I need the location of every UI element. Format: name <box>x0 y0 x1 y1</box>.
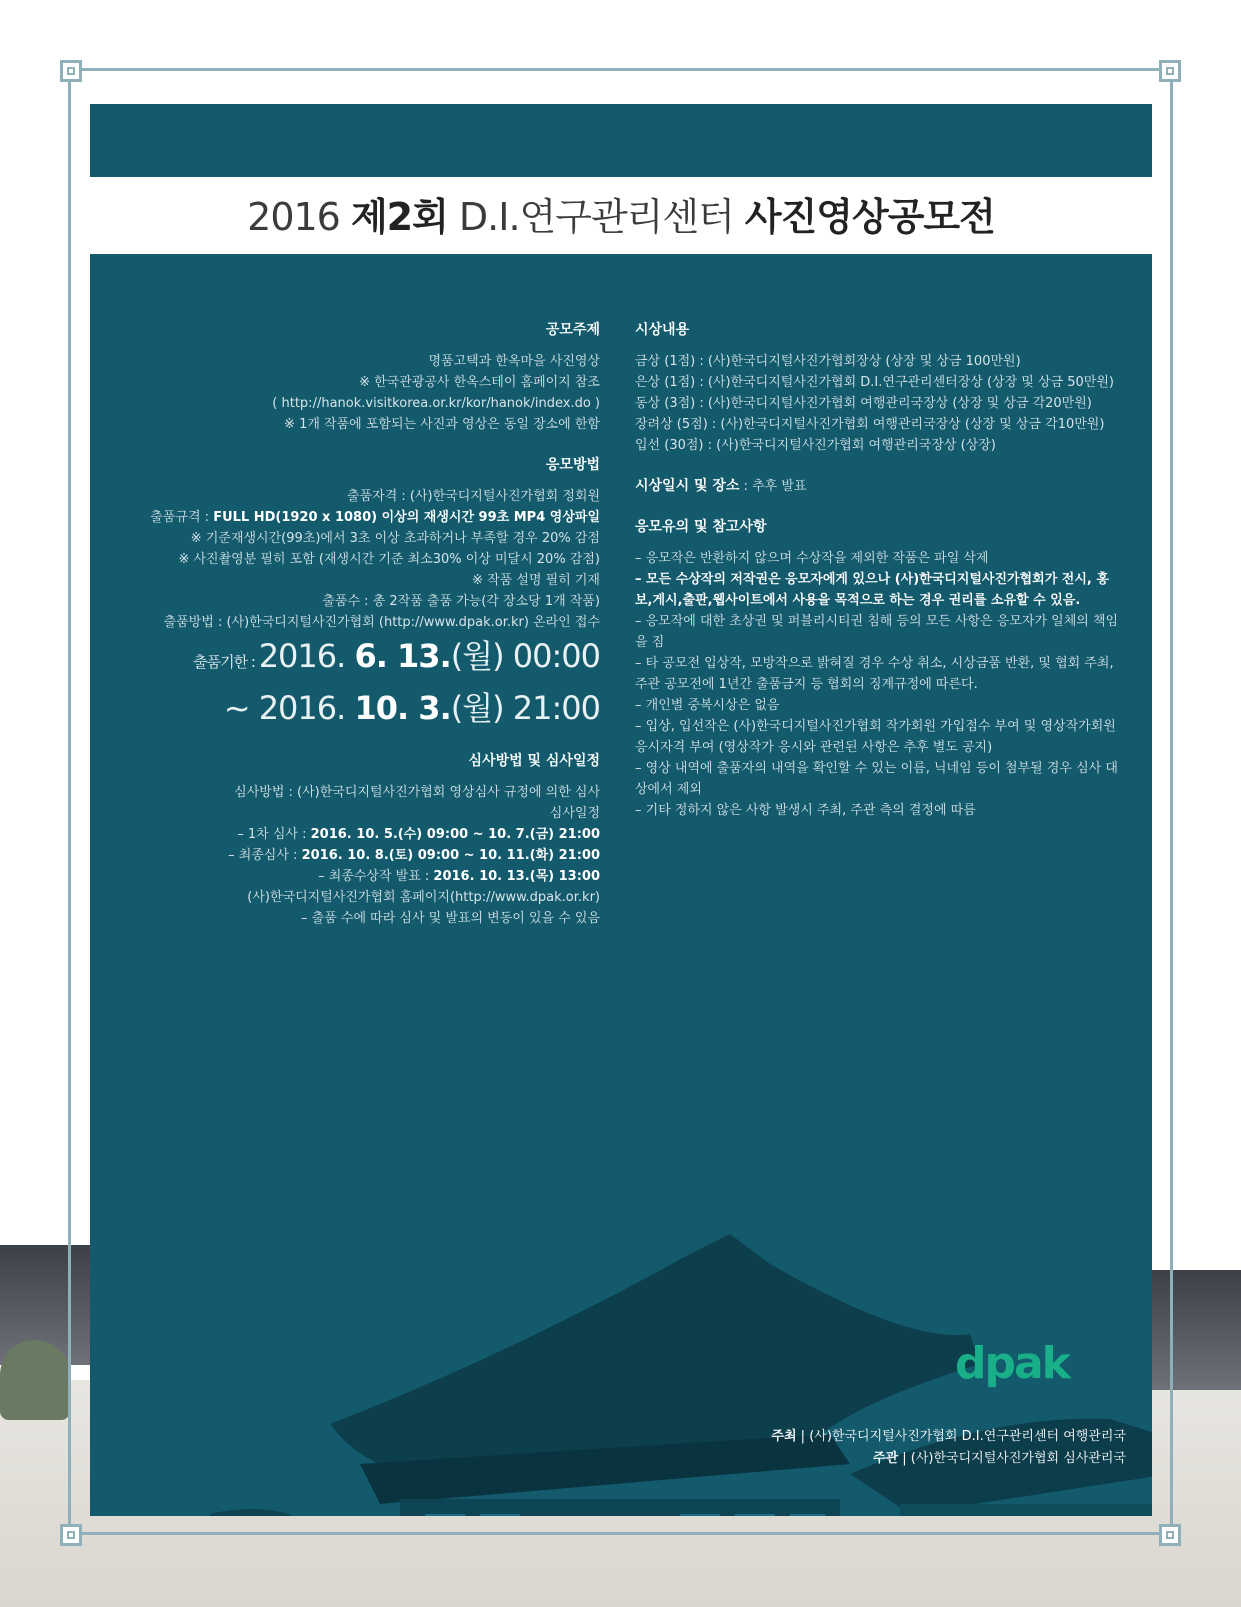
theme-line: 명품고택과 한옥마을 사진영상 <box>428 354 600 369</box>
method-note: ※ 작품 설명 필히 기재 <box>472 573 600 588</box>
host-line <box>560 1426 1126 1448</box>
award-line: 은상 (1점) : (사)한국디지털사진가협회 D.I.연구관리센터장상 (상장 및 상금 50만원) <box>635 375 1114 390</box>
file-spec <box>130 507 600 528</box>
note-item: – 입상, 입선작은 (사)한국디지털사진가협회 작가회원 가입점수 부여 및 영상작가회원 응시자격 부여 (영상작가 응시와 관련된 사항은 추후 별도 공지) <box>635 719 1116 755</box>
file-spec-value: FULL HD(1920 x 1080) 이상의 재생시간 99초 MP4 영상파일 <box>213 510 600 525</box>
right-column <box>635 320 1125 821</box>
deadline-label: 출품기한 : <box>193 653 259 671</box>
organizer-value: | (사)한국디지털사진가협회 심사관리국 <box>898 1451 1126 1466</box>
title-year: 2016 <box>247 195 340 239</box>
theme-line: ( http://hanok.visitkorea.or.kr/kor/hanok/index.do ) <box>272 396 600 411</box>
judging-note: – 출품 수에 따라 심사 및 발표의 변동이 있을 수 있음 <box>301 911 600 926</box>
ceremony <box>635 476 1125 497</box>
deadline-start <box>130 633 600 685</box>
note-item-copyright: – 모든 수상작의 저작권은 응모자에게 있으나 (사)한국디지털사진가협회가 전시, 홍보,게시,출판,웹사이트에서 사용을 목적으로 하는 경우 권리를 소유할 수 있음. <box>635 572 1109 608</box>
poster-title <box>90 182 1152 252</box>
credits-footer <box>560 1426 1126 1470</box>
theme-heading: 공모주제 <box>545 322 600 338</box>
organizer-label: 주관 <box>873 1451 899 1466</box>
notes-heading: 응모유의 및 참고사항 <box>635 519 767 535</box>
final-value: 2016. 10. 8.(토) 09:00 ~ 10. 11.(화) 21:00 <box>301 848 600 863</box>
announce-label: – 최종수상작 발표 : <box>318 869 434 884</box>
note-item: – 응모작에 대한 초상권 및 퍼블리시티권 침해 등의 모든 사항은 응모자가 일체의 책임을 짐 <box>635 614 1119 650</box>
deadline-end-time: (월) 21:00 <box>450 689 600 727</box>
title-round: 제2회 <box>350 195 448 239</box>
entry-how: 출품방법 : (사)한국디지털사진가협회 (http://www.dpak.or.kr) 온라인 접수 <box>163 615 600 630</box>
title-org: D.I.연구관리센터 <box>458 195 734 239</box>
entry-count: 출품수 : 총 2작품 출품 가능(각 장소당 1개 작품) <box>322 594 600 609</box>
dpak-logo: dpak <box>955 1338 1069 1389</box>
note-item: – 기타 정하지 않은 사항 발생시 주최, 주관 측의 결정에 따름 <box>635 803 976 818</box>
theme-line: ※ 1개 작품에 포함되는 사진과 영상은 동일 장소에 한함 <box>284 417 600 432</box>
eligibility: 출품자격 : (사)한국디지털사진가협회 정회원 <box>347 489 600 504</box>
judging-announce <box>130 866 600 887</box>
ceremony-heading: 시상일시 및 장소 <box>635 478 740 494</box>
method-heading: 응모방법 <box>545 457 600 473</box>
host-label: 주최 <box>771 1429 797 1444</box>
deadline-start-time: (월) 00:00 <box>450 637 600 675</box>
method-note: ※ 사진촬영분 필히 포함 (재생시간 기준 최소30% 이상 미달시 20% 감점) <box>178 552 600 567</box>
award-line: 금상 (1점) : (사)한국디지털사진가협회장상 (상장 및 상금 100만원) <box>635 354 1021 369</box>
judging-final <box>130 845 600 866</box>
note-item: – 영상 내역에 출품자의 내역을 확인할 수 있는 이름, 닉네임 등이 첨부될 경우 심사 대상에서 제외 <box>635 761 1118 797</box>
note-item: – 타 공모전 입상작, 모방작으로 밝혀질 경우 수상 취소, 시상금품 반환, 및 협회 주최, 주관 공모전에 1년간 출품금지 등 협회의 징계규정에 따른다. <box>635 656 1114 692</box>
left-column <box>130 320 600 929</box>
frame-corner-ornament <box>1159 1524 1181 1546</box>
deadline-end <box>130 685 600 731</box>
final-label: – 최종심사 : <box>228 848 302 863</box>
round1-value: 2016. 10. 5.(수) 09:00 ~ 10. 7.(금) 21:00 <box>310 827 600 842</box>
judging-round1 <box>130 824 600 845</box>
award-line: 장려상 (5점) : (사)한국디지털사진가협회 여행관리국장상 (상장 및 상금 각10만원) <box>635 417 1105 432</box>
note-item: – 응모작은 반환하지 않으며 수상작을 제외한 작품은 파일 삭제 <box>635 551 989 566</box>
frame-corner-ornament <box>60 60 82 82</box>
file-spec-label: 출품규격 : <box>150 510 214 525</box>
round1-label: – 1차 심사 : <box>237 827 311 842</box>
judging-method: 심사방법 : (사)한국디지털사진가협회 영상심사 규정에 의한 심사 <box>234 785 600 800</box>
announce-value: 2016. 10. 13.(목) 13:00 <box>433 869 600 884</box>
awards-heading: 시상내용 <box>635 322 690 338</box>
deadline-start-year: 2016. <box>258 637 355 675</box>
deadline-end-year: ~ 2016. <box>223 689 355 727</box>
frame-corner-ornament <box>60 1524 82 1546</box>
host-value: | (사)한국디지털사진가협회 D.I.연구관리센터 여행관리국 <box>796 1429 1126 1444</box>
deadline-start-date: 6. 13. <box>354 637 451 675</box>
frame-corner-ornament <box>1159 60 1181 82</box>
theme-line: ※ 한국관광공사 한옥스테이 홈페이지 참조 <box>359 375 600 390</box>
pine-tree <box>0 1340 70 1420</box>
organizer-line <box>560 1448 1126 1470</box>
award-line: 동상 (3점) : (사)한국디지털사진가협회 여행관리국장상 (상장 및 상금 각20만원) <box>635 396 1092 411</box>
award-line: 입선 (30점) : (사)한국디지털사진가협회 여행관리국장상 (상장) <box>635 438 996 453</box>
judging-site: (사)한국디지털사진가협회 홈페이지(http://www.dpak.or.kr) <box>247 890 600 905</box>
judging-schedule-label: 심사일정 <box>549 806 600 821</box>
judging-heading: 심사방법 및 심사일정 <box>468 753 600 769</box>
deadline-end-date: 10. 3. <box>354 689 451 727</box>
title-event: 사진영상공모전 <box>744 195 995 239</box>
method-note: ※ 기준재생시간(99초)에서 3초 이상 초과하거나 부족할 경우 20% 감점 <box>190 531 600 546</box>
header-bar <box>90 104 1152 177</box>
ceremony-value: : 추후 발표 <box>739 479 807 494</box>
note-item: – 개인별 중복시상은 없음 <box>635 698 780 713</box>
